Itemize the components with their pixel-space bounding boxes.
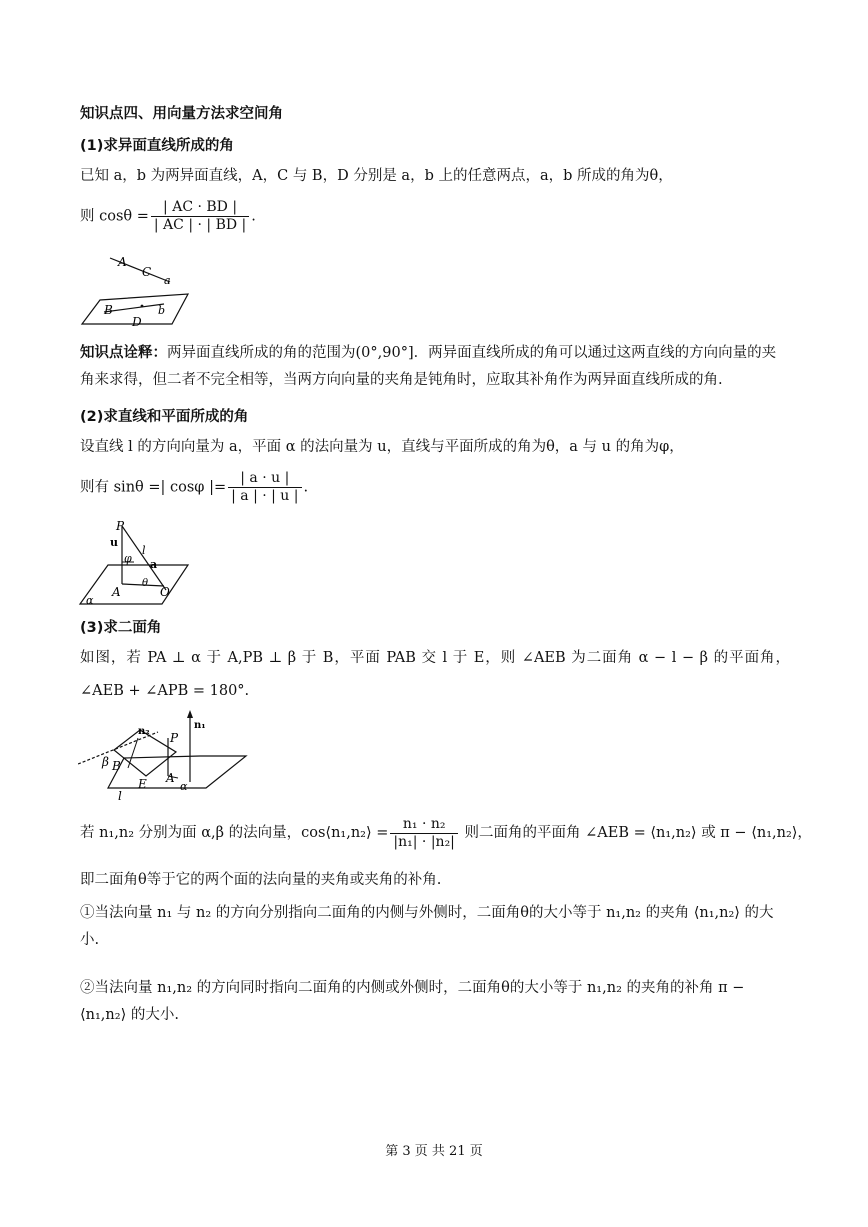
label-u: u [110,536,118,549]
part1-fraction [151,199,249,234]
part3-text1: 如图，若 PA ⊥ α 于 A,PB ⊥ β 于 B，平面 PAB 交 l 于 E，则 ∠AEB 为二面角 α − l − β 的平面角， [80,650,790,666]
part2-formula-suffix: . [303,479,309,496]
label-line-b: b [158,304,166,317]
label-n2: n₂ [138,726,150,737]
label-o: O [160,585,170,599]
label-b-point: B [104,303,113,317]
part1-formula-den: | AC | · | BD | [153,217,247,233]
label-a-vector: a [150,558,158,571]
line-a-prefix: 若 n₁,n₂ 分别为面 α,β 的法向量，cos⟨n₁,n₂⟩ = [80,825,389,841]
part3-text2: ∠AEB + ∠APB = 180°. [80,683,250,699]
line-a-den: |n₁| · |n₂| [393,833,455,850]
label-line-a: a [164,274,171,287]
line-a-suffix: 则二面角的平面角 ∠AEB = ⟨n₁,n₂⟩ 或 π − ⟨n₁,n₂⟩， [464,825,812,841]
label-p: P [116,519,125,533]
label-a-point-2: A [112,585,121,599]
label-a-point: A [118,255,127,269]
label-phi: φ [124,552,132,565]
part3-line-a [80,813,812,853]
part3-line-b: 即二面角θ等于它的两个面的法向量的夹角或夹角的补角. [80,872,442,888]
label-theta: θ [142,578,149,589]
part1-formula-num: | AC · BD | [151,199,249,217]
label-l-3: l [118,789,122,803]
note-label: 知识点诠释： [80,345,167,361]
label-c-point: C [142,265,152,279]
part2-formula [80,470,308,505]
part1-note [80,340,790,394]
part1-formula-suffix: . [251,208,256,225]
part2-formula-prefix: 则有 sinθ =| cosφ |= [80,479,227,496]
part2-formula-den: | a | · | u | [231,488,299,504]
part1-formula-prefix: 则 cosθ = [80,208,149,225]
skew-lines-diagram [78,250,198,330]
part2-heading: (2)求直线和平面所成的角 [80,409,249,425]
note-text: 两异面直线所成的角的范围为(0°,90°]．两异面直线所成的角可以通过这两直线的方向向量的夹角来求得，但二者不完全相等，当两方向向量的夹角是钝角时，应取其补角作为两异面直线所成的角. [80,345,777,388]
label-alpha-3: α [180,780,188,793]
label-alpha: α [86,594,94,607]
label-n1: n₁ [194,720,206,731]
dihedral-angle-diagram [78,708,253,804]
label-beta: β [102,755,109,769]
part3-case2: ②当法向量 n₁,n₂ 的方向同时指向二面角的内侧或外侧时，二面角θ的大小等于 n₁,n₂ 的夹角的补角 π − ⟨n₁,n₂⟩ 的大小. [80,980,745,1023]
line-plane-diagram [78,518,198,610]
label-e: E [138,777,147,791]
part1-formula [80,199,256,234]
page-footer: 第 3 页 共 21 页 [385,1144,483,1159]
part2-text: 设直线 l 的方向向量为 a，平面 α 的法向量为 u，直线与平面所成的角为θ，a 与 u 的角为φ， [80,439,684,455]
label-p-3: P [170,731,179,745]
part2-formula-num: | a · u | [228,470,301,488]
label-d-point: D [132,315,142,329]
line-a-fraction [390,816,457,851]
line-a-num: n₁ · n₂ [390,816,457,834]
part3-heading: (3)求二面角 [80,620,162,636]
section-title: 知识点四、用向量方法求空间角 [80,106,283,122]
label-b-3: B [112,759,121,773]
part3-case1: ①当法向量 n₁ 与 n₂ 的方向分别指向二面角的内侧与外侧时，二面角θ的大小等于 n₁,n₂ 的夹角 ⟨n₁,n₂⟩ 的大小. [80,905,774,948]
part1-heading: (1)求异面直线所成的角 [80,138,234,154]
label-l: l [142,544,146,557]
label-a-3: A [166,771,175,785]
part2-fraction [228,470,301,505]
part1-text: 已知 a，b 为两异面直线，A，C 与 B，D 分别是 a，b 上的任意两点，a，b 所成的角为θ， [80,168,673,184]
